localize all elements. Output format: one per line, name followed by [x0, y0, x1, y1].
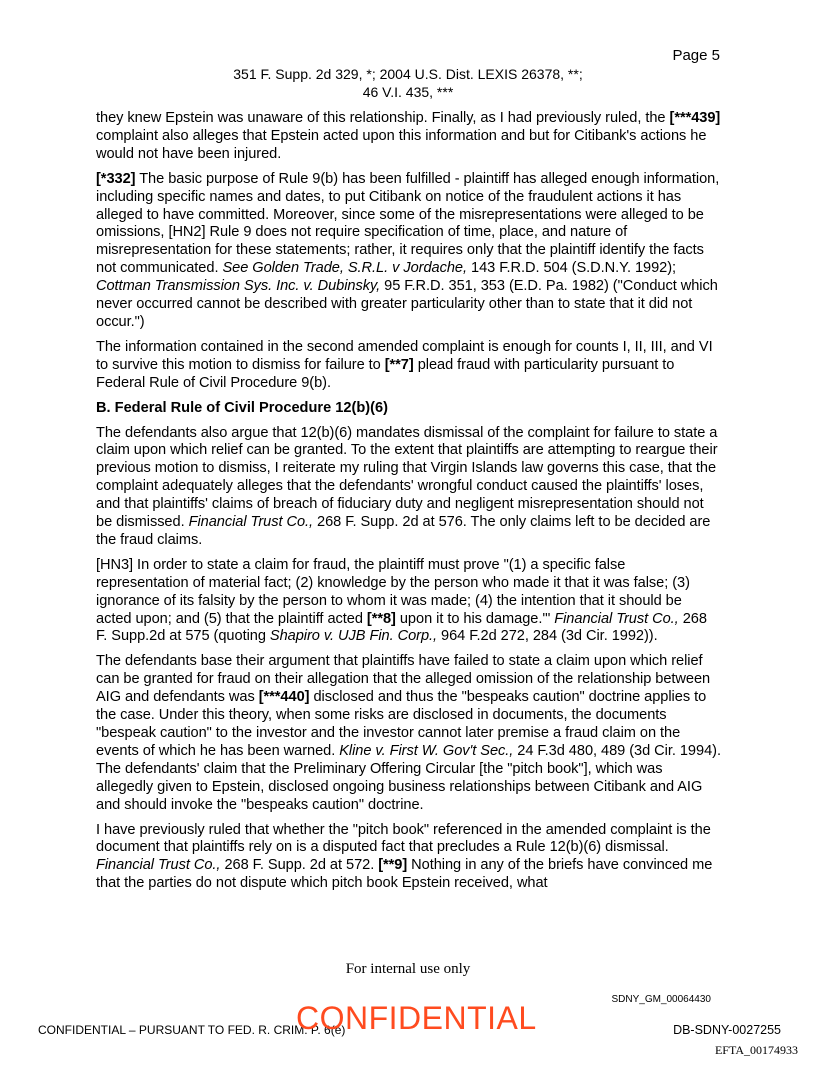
case-citation: Cottman Transmission Sys. Inc. v. Dubinsky, — [96, 278, 381, 295]
case-citation: Shapiro v. UJB Fin. Corp., — [269, 628, 438, 645]
star-page-marker: [***440] — [258, 689, 310, 706]
case-citation: Kline v. First W. Gov't Sec., — [339, 742, 514, 759]
case-citation: See Golden Trade, S.R.L. v Jordache, — [222, 260, 468, 277]
section-heading: B. Federal Rule of Civil Procedure 12(b)(6) — [96, 399, 388, 416]
citation-line-1: 351 F. Supp. 2d 329, *; 2004 U.S. Dist. LEXIS 26378, **; — [233, 66, 583, 82]
page-number: Page 5 — [672, 47, 720, 64]
paragraph-7: I have previously ruled that whether the "pitch book" referenced in the amended complaint is the document that plaintiffs rely on is a disputed fact that precludes a Rule 12(b)(6) dismissal. Financial Trust Co., 268 F. Supp. 2d at 572. [**9] Nothing in any of the briefs have convinced me that the parties do not dispute which pitch book Epstein received, what — [96, 821, 713, 892]
case-citation: Financial Trust Co., — [554, 610, 679, 627]
bates-number-efta: EFTA_00174933 — [714, 1043, 798, 1057]
case-citation: Financial Trust Co., — [96, 857, 221, 874]
paragraph-5: [HN3] In order to state a claim for fraud, the plaintiff must prove "(1) a specific false representation of material fact; (2) knowledge by the person who made it that it was false; (3) ignorance of its falsity by the person to whom it was made; (4) the intention that it should be acted upon; and (5) that the plaintiff acted [**8] upon it to his damage.'" Financial Trust Co., 268 F. Supp.2d at 575 (quoting Shapiro v. UJB Fin. Corp., 964 F.2d 272, 284 (3d Cir. 1992)). — [96, 556, 707, 645]
case-citation: Financial Trust Co., — [188, 514, 314, 531]
star-page-marker: [*332] — [96, 170, 136, 187]
paragraph-3: The information contained in the second amended complaint is enough for counts I, II, III, and VI to survive this motion to dismiss for failure to [**7] plead fraud with particularity pursuant to Federal Rule of Civil Procedure 9(b). — [96, 338, 713, 391]
paragraph-1: they knew Epstein was unaware of this relationship. Finally, as I had previously ruled, the [***439] complaint also alleges that Epstein acted upon this information and but for Citibank's actions he would not have been injured. — [96, 110, 721, 162]
bates-number-gm: SDNY_GM_00064430 — [611, 994, 711, 1005]
document-body — [96, 110, 721, 900]
star-page-marker: [**8] — [366, 610, 396, 627]
star-page-marker: [**7] — [384, 356, 414, 373]
paragraph-2: [*332] The basic purpose of Rule 9(b) has been fulfilled - plaintiff has alleged enough information, including specific names and dates, to put Citibank on notice of the fraudulent actions it has alleged to have committed. Moreover, since some of the misrepresentations were alleged to be omissions, [HN2] Rule 9 does not require specification of time, place, and nature of misrepresentation for these statements; rather, it requires only that the plaintiff identify the facts not communicated. See Golden Trade, S.R.L. v Jordache, 143 F.R.D. 504 (S.D.N.Y. 1992); Cottman Transmission Sys. Inc. v. Dubinsky, 95 F.R.D. 351, 353 (E.D. Pa. 1982) ("Conduct which never occurred cannot be described with greater particularity other than to state that it did not occur.") — [96, 170, 720, 330]
citation-line-2: 46 V.I. 435, *** — [362, 84, 454, 100]
paragraph-6: The defendants base their argument that plaintiffs have failed to state a claim upon which relief can be granted for fraud on their allegation that the alleged omission of the relationship between AIG and defendants was [***440] disclosed and thus the "bespeaks caution" doctrine applies to the case. Under this theory, when some risks are disclosed in documents, the documents "bespeak caution" to the investor and the investor cannot later premise a fraud claim on the events of which he has been warned. Kline v. First W. Gov't Sec., 24 F.3d 480, 489 (3d Cir. 1994). The defendants' claim that the Preliminary Offering Circular [the "pitch book"], which was allegedly given to Epstein, disclosed ongoing business relationships between Citibank and AIG and should invoke the "bespeaks caution" doctrine. — [96, 653, 721, 813]
confidential-footer-label: CONFIDENTIAL – PURSUANT TO FED. R. CRIM. P. 6(e) — [38, 1023, 346, 1037]
paragraph-4: The defendants also argue that 12(b)(6) mandates dismissal of the complaint for failure to state a claim upon which relief can be granted. To the extent that plaintiffs are attempting to reargue their previous motion to dismiss, I reiterate my ruling that Virgin Islands law governs this case, that the complaint adequately alleges that the defendants' wrongful conduct caused the plaintiffs' loses, and that plaintiffs' claims of breach of fiduciary duty and negligent misrepresentation should not be dismissed. Financial Trust Co., 268 F. Supp. 2d at 576. The only claims left to be decided are the fraud claims. — [96, 424, 718, 548]
internal-use-notice: For internal use only — [345, 961, 471, 977]
confidential-stamp: CONFIDENTIAL — [296, 1000, 537, 1036]
bates-number-db: DB-SDNY-0027255 — [673, 1023, 781, 1037]
star-page-marker: [**9] — [378, 857, 408, 874]
star-page-marker: [***439] — [669, 110, 721, 126]
